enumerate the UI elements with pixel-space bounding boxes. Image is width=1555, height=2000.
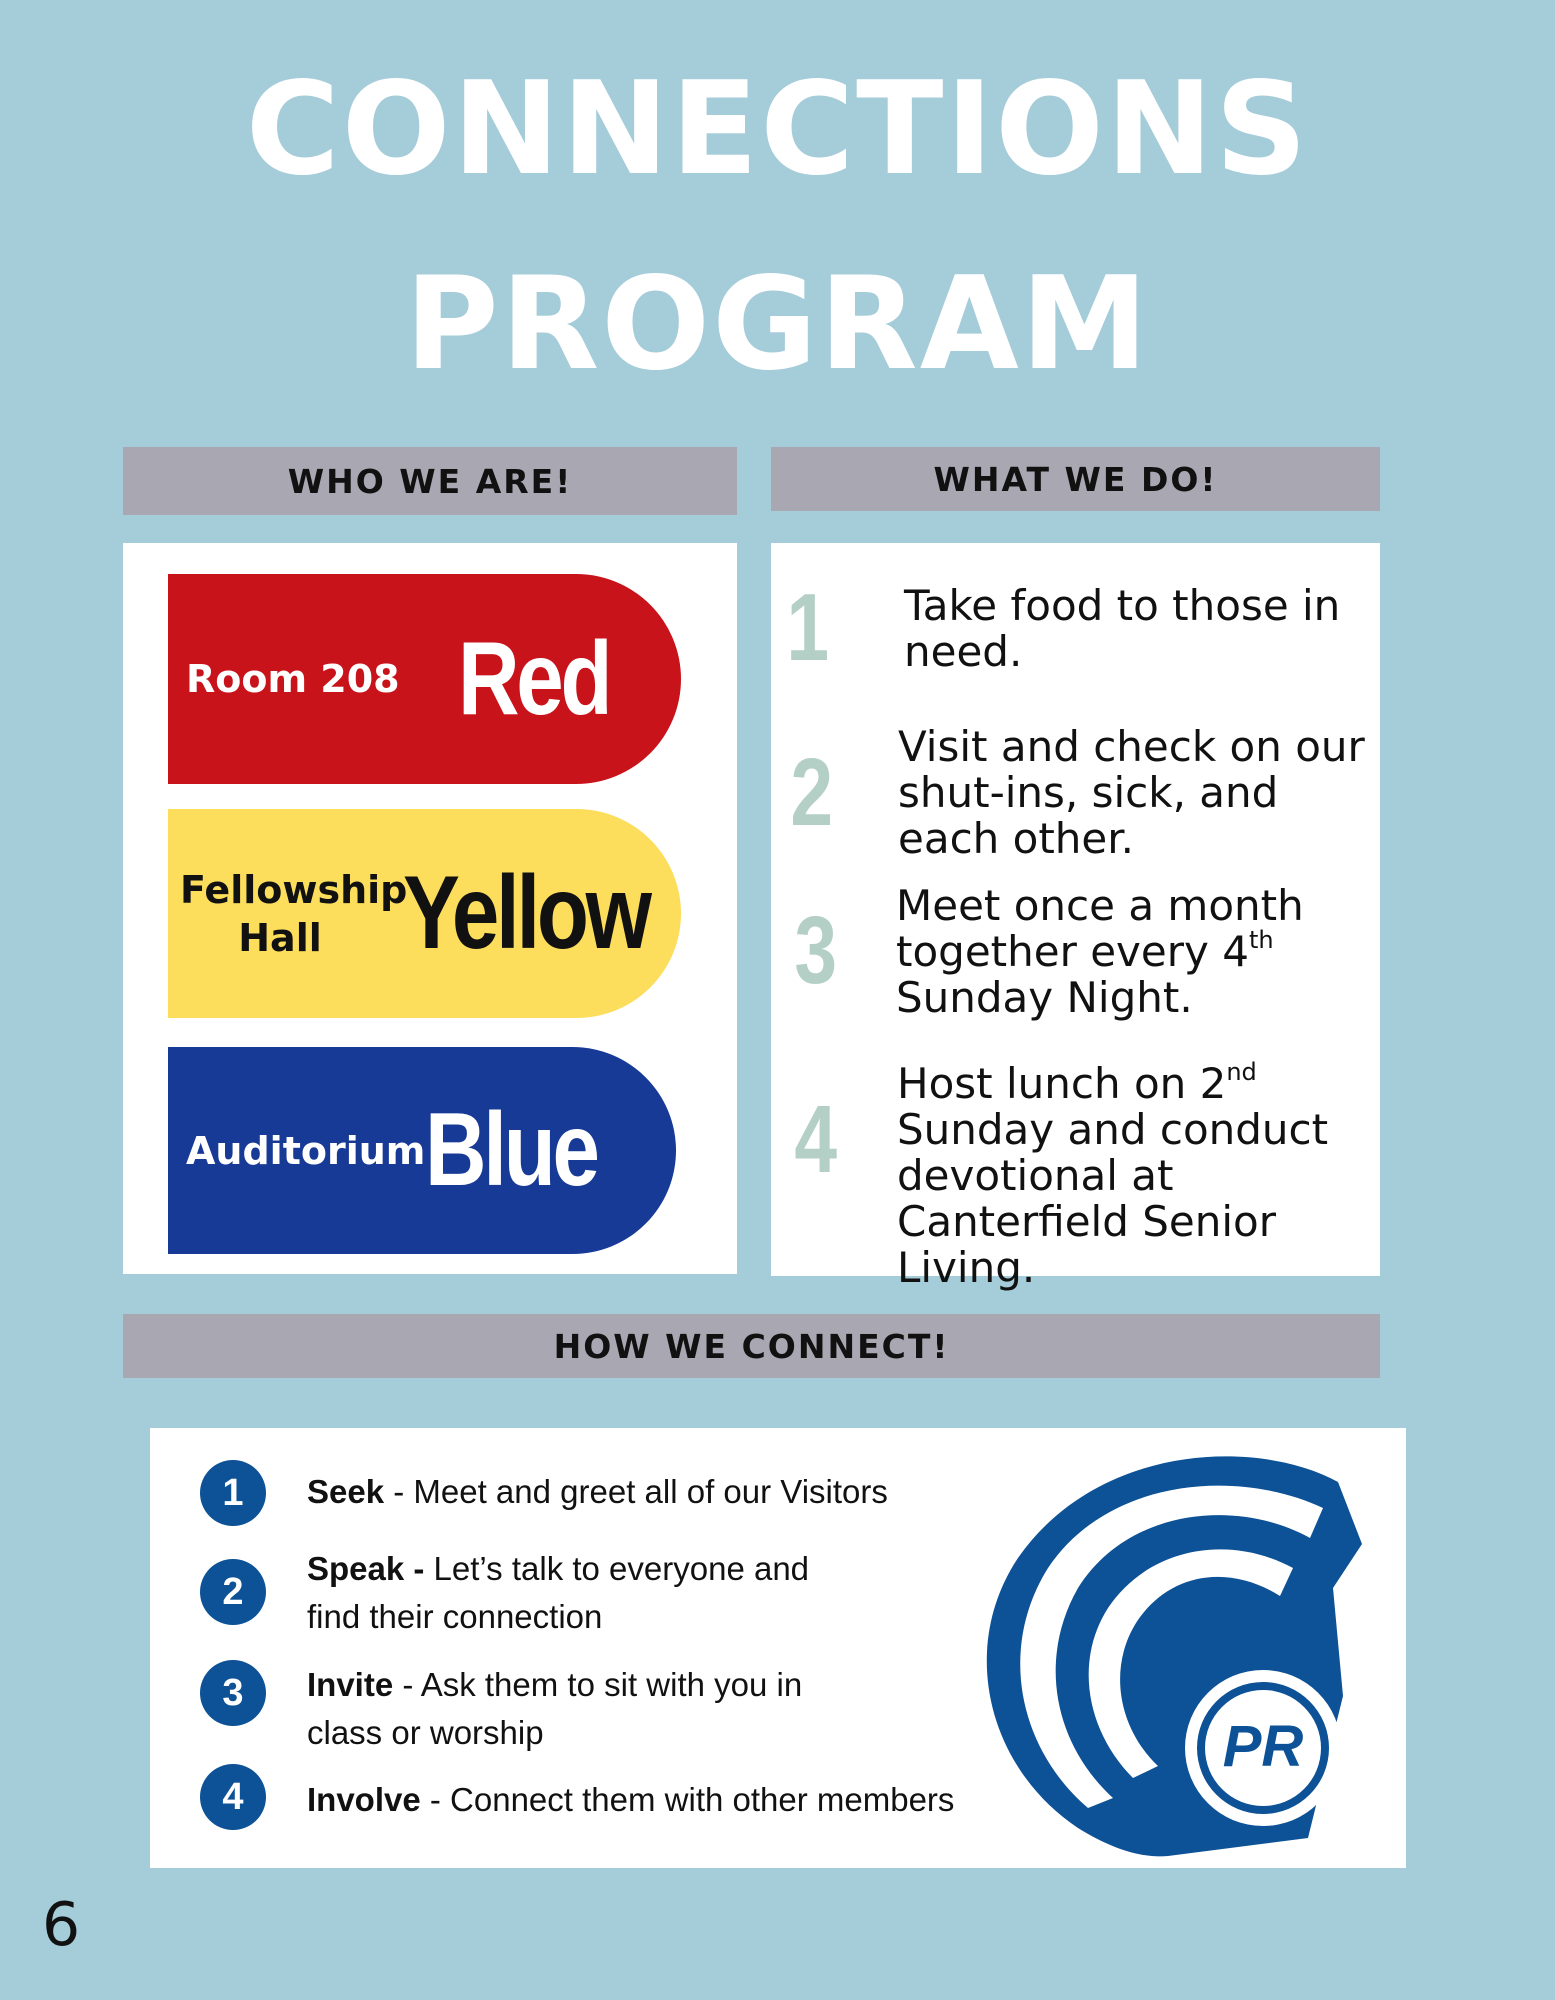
- page-number: 6: [42, 1890, 81, 1960]
- page-title-line-1: CONNECTIONS: [245, 55, 1310, 204]
- what-we-do-header: [771, 447, 1380, 511]
- connect-step-4-badge: 4: [200, 1764, 266, 1830]
- how-we-connect-header: [123, 1314, 1380, 1378]
- group-red-location: Room 208: [186, 657, 400, 701]
- connect-step-4-text: Involve - Connect them with other members: [307, 1781, 955, 1818]
- what-we-do-text-3: Meet once a month together every 4th Sunday Night.: [896, 881, 1304, 1022]
- how-we-connect-header-label: HOW WE CONNECT!: [553, 1326, 950, 1366]
- what-we-do-panel: [771, 543, 1380, 1292]
- group-blue-location: Auditorium: [186, 1128, 426, 1173]
- group-yellow-name: Yellow: [403, 855, 649, 971]
- connect-step-3-text: Invite - Ask them to sit with you in class or worship: [307, 1666, 803, 1751]
- connect-step-2-badge: 2: [200, 1559, 266, 1625]
- how-we-connect-panel: [150, 1428, 1406, 1868]
- group-blue-name: Blue: [425, 1092, 597, 1208]
- what-we-do-text-1: Take food to those in need.: [904, 581, 1341, 676]
- group-yellow: [168, 809, 681, 1018]
- what-we-do-header-label: WHAT WE DO!: [933, 459, 1218, 499]
- group-blue: [168, 1047, 676, 1254]
- what-we-do-text-2: Visit and check on our shut-ins, sick, and each other.: [898, 722, 1365, 863]
- who-we-are-header: [123, 447, 737, 515]
- what-we-do-number-4: 4: [794, 1086, 838, 1193]
- church-logo-letters: PR: [1222, 1714, 1304, 1779]
- who-we-are-panel: [123, 543, 737, 1274]
- who-we-are-header-label: WHO WE ARE!: [287, 461, 573, 501]
- connect-step-3-badge: 3: [200, 1660, 266, 1726]
- connect-step-1-badge: 1: [200, 1460, 266, 1526]
- connect-step-1-text: Seek - Meet and greet all of our Visitors: [307, 1473, 888, 1510]
- church-logo: [958, 1448, 1378, 1858]
- what-we-do-number-2: 2: [790, 739, 834, 846]
- page-title-line-2: PROGRAM: [404, 250, 1151, 399]
- connect-step-2-text: Speak - Let’s talk to everyone and find their connection: [307, 1550, 810, 1635]
- what-we-do-text-4: Host lunch on 2nd Sunday and conduct devotional at Canterfield Senior Living.: [897, 1058, 1329, 1292]
- group-red-name: Red: [458, 620, 610, 737]
- group-red: [168, 574, 681, 784]
- group-yellow-location: Fellowship Hall: [180, 867, 408, 960]
- what-we-do-number-3: 3: [794, 897, 838, 1004]
- what-we-do-number-1: 1: [786, 574, 830, 681]
